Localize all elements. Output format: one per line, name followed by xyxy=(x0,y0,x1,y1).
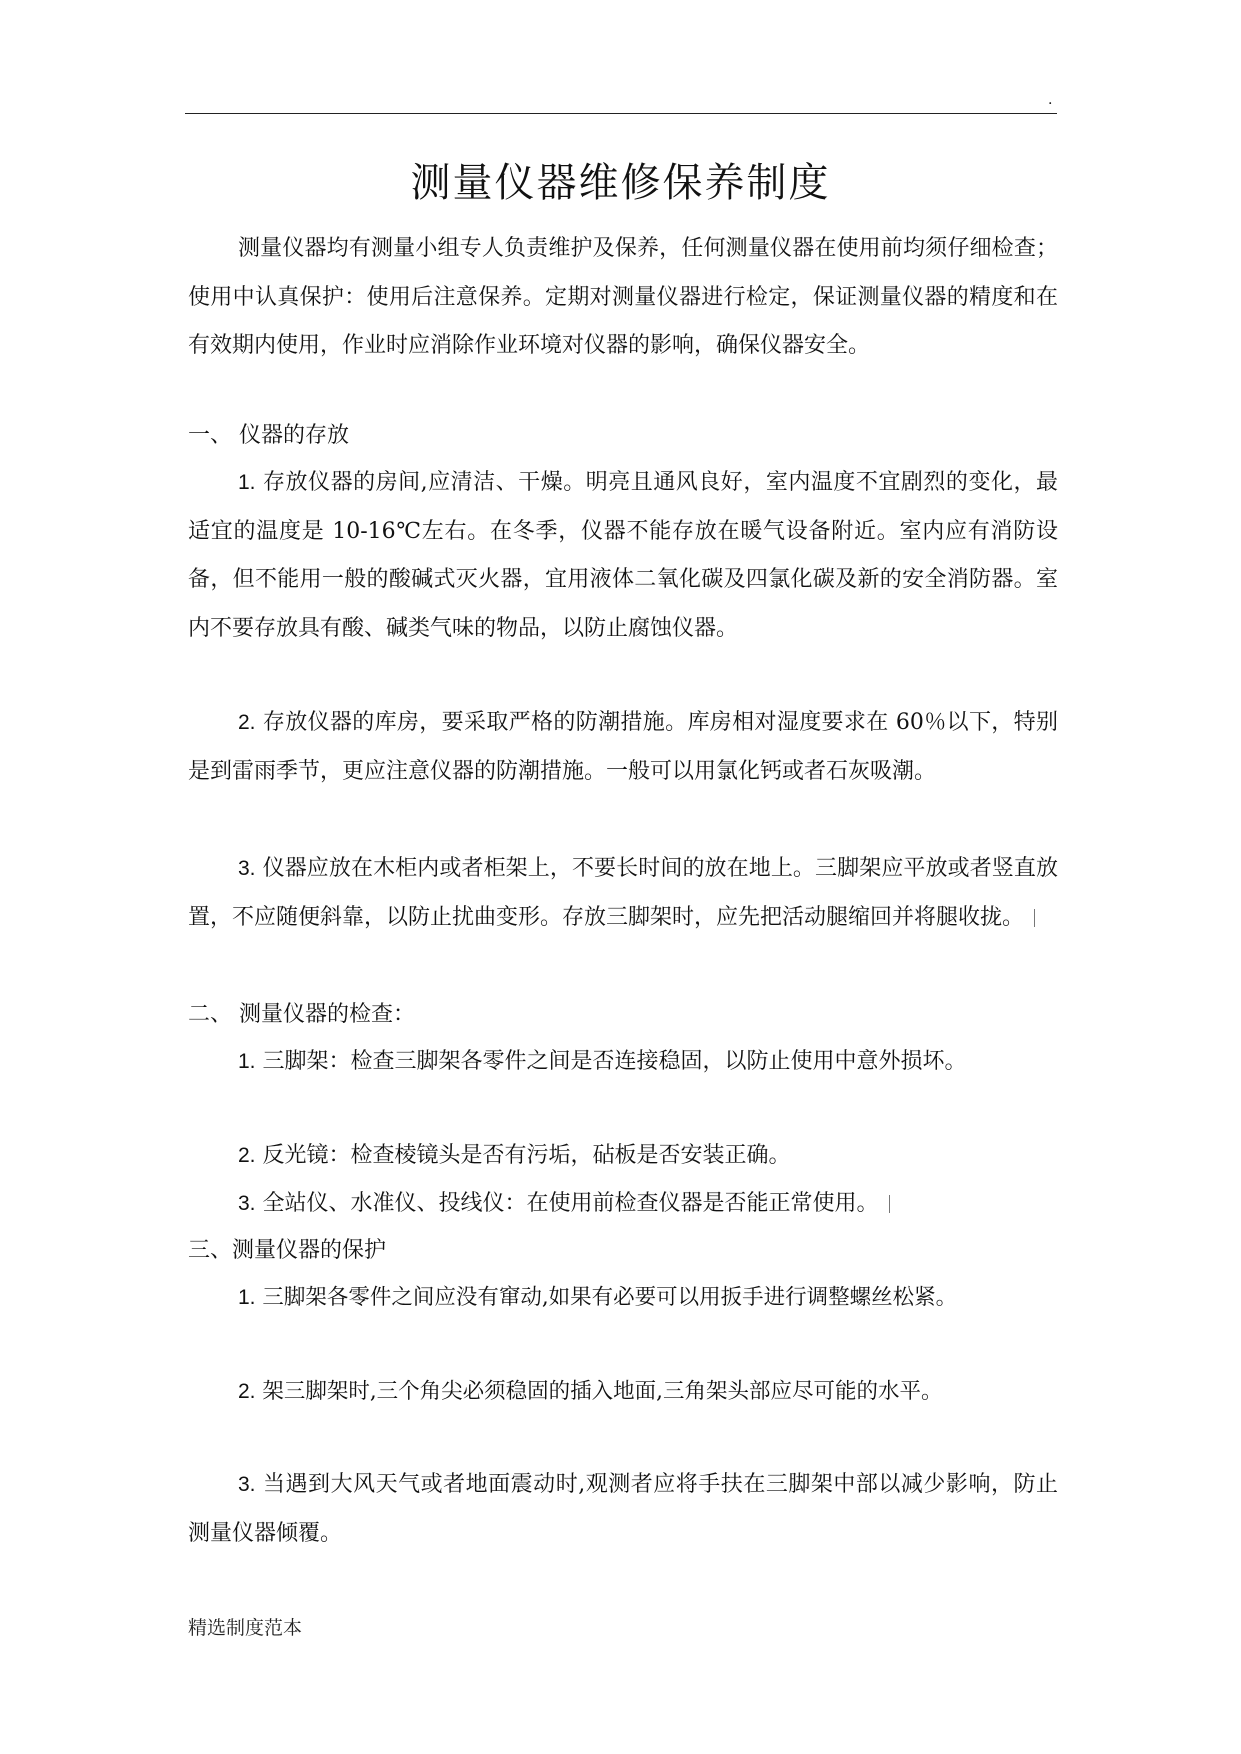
list-item xyxy=(188,1180,1058,1229)
item-text: 存放仪器的库房，要采取严格的防潮措施。库房相对湿度要求在 60％以下，特别是到雷雨季节，更应注意仪器的防潮措施。一般可以用氯化钙或者石灰吸潮。 xyxy=(188,710,1058,784)
text-cursor xyxy=(889,1195,890,1213)
list-item xyxy=(188,1461,1058,1558)
list-item xyxy=(188,699,1058,796)
list-item xyxy=(188,1038,1058,1087)
item-text: 仪器应放在木柜内或者柜架上，不要长时间的放在地上。三脚架应平放或者竖直放置，不应随便斜靠，以防止扰曲变形。存放三脚架时，应先把活动腿缩回并将腿收拢。 xyxy=(188,856,1058,930)
page-footer: 精选制度范本 xyxy=(188,1617,303,1639)
section-heading: 三、测量仪器的保护 xyxy=(188,1238,387,1263)
item-text: 全站仪、水准仪、投线仪：在使用前检查仪器是否能正常使用。 xyxy=(255,1191,879,1216)
item-text: 架三脚架时,三个角尖必须稳固的插入地面,三角架头部应尽可能的水平。 xyxy=(255,1379,943,1404)
item-number: 2. xyxy=(238,711,256,734)
list-item xyxy=(188,1132,1058,1181)
item-text: 反光镜：检查棱镜头是否有污垢，砧板是否安装正确。 xyxy=(255,1143,791,1168)
section-heading: 二、 测量仪器的检查： xyxy=(188,1002,415,1027)
section-heading: 一、 仪器的存放 xyxy=(188,423,349,448)
item-number: 2. xyxy=(238,1144,256,1167)
text-cursor xyxy=(1034,909,1035,927)
item-number: 2. xyxy=(238,1380,256,1403)
item-text: 三脚架各零件之间应没有窜动,如果有必要可以用扳手进行调整螺丝松紧。 xyxy=(255,1285,958,1310)
item-number: 3. xyxy=(238,1192,256,1215)
item-text: 存放仪器的房间,应清洁、干燥。明亮且通风良好，室内温度不宜剧烈的变化，最适宜的温度是 10-16℃左右。在冬季，仪器不能存放在暖气设备附近。室内应有消防设备，但不能用一般的酸碱式灭火器，宜用液体二氧化碳及四氯化碳及新的安全消防器。室内不要存放具有酸、碱类气味的物品，以防止腐蚀仪器。 xyxy=(188,470,1058,641)
list-item xyxy=(188,1368,1058,1417)
document-title: 测量仪器维修保养制度 xyxy=(410,160,831,206)
header-rule xyxy=(185,113,1057,114)
item-number: 1. xyxy=(238,471,256,494)
item-number: 1. xyxy=(238,1050,256,1073)
header-dot: . xyxy=(1048,92,1053,108)
item-text: 三脚架：检查三脚架各零件之间是否连接稳固，以防止使用中意外损坏。 xyxy=(255,1049,967,1074)
list-item xyxy=(188,845,1058,942)
item-number: 3. xyxy=(238,1473,256,1496)
item-number: 3. xyxy=(238,857,256,880)
item-number: 1. xyxy=(238,1286,256,1309)
intro-paragraph: 测量仪器均有测量小组专人负责维护及保养，任何测量仪器在使用前均须仔细检查；使用中认真保护：使用后注意保养。定期对测量仪器进行检定，保证测量仪器的精度和在有效期内使用，作业时应消除作业环境对仪器的影响，确保仪器安全。 xyxy=(188,236,1058,358)
list-item xyxy=(188,1274,1058,1323)
item-text: 当遇到大风天气或者地面震动时,观测者应将手扶在三脚架中部以减少影响，防止测量仪器倾覆。 xyxy=(188,1472,1058,1546)
list-item xyxy=(188,459,1058,653)
